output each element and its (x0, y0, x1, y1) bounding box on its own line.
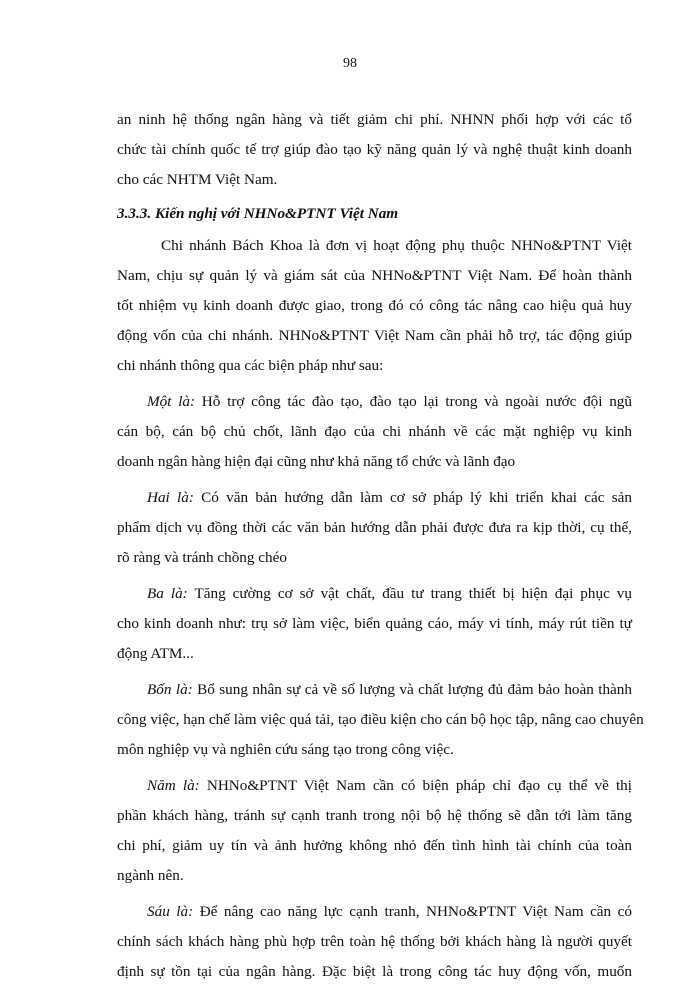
text-line: công việc, hạn chế làm việc quá tải, tạo điều kiện cho cán bộ học tập, nâng cao chuyên (117, 711, 644, 728)
text-line: chức tài chính quốc tế trợ giúp đào tạo kỹ năng quản lý và nghệ thuật kinh doanh (117, 141, 632, 158)
text-line: cho kinh doanh như: trụ sở làm việc, biển quảng cáo, máy vi tính, máy rút tiền tự (117, 615, 632, 632)
main-paragraph (117, 231, 632, 381)
item-first-text: Bổ sung nhân sự cả về số lượng và chất lượng đủ đảm bảo hoàn thành (192, 681, 632, 698)
item-lead: Sáu là: (147, 903, 194, 920)
text-line: động vốn của chi nhánh. NHNo&PTNT Việt Nam cần phải hỗ trợ, tác động giúp (117, 327, 632, 344)
page-content (117, 105, 644, 987)
text-line: ngành nên. (117, 867, 184, 884)
text-line (117, 675, 632, 705)
text-line: Chi nhánh Bách Khoa là đơn vị hoạt động phụ thuộc NHNo&PTNT Việt (161, 237, 632, 254)
text-line: cho các NHTM Việt Nam. (117, 171, 278, 188)
text-line: môn nghiệp vụ và nghiên cứu sáng tạo trong công việc. (117, 741, 454, 758)
item-lead: Ba là: (147, 585, 188, 602)
text-line: Nam, chịu sự quản lý và giám sát của NHNo&PTNT Việt Nam. Để hoàn thành (117, 267, 632, 284)
item-first-text: Hỗ trợ công tác đào tạo, đào tạo lại trong và ngoài nước đội ngũ (195, 393, 632, 410)
text-line: cán bộ, cán bộ chủ chốt, lãnh đạo của chi nhánh về các mặt nghiệp vụ kinh (117, 423, 632, 440)
list-item (117, 387, 632, 477)
item-lead: Bốn là: (147, 681, 193, 698)
list-item (117, 675, 644, 765)
text-line: phần khách hàng, tránh sự cạnh tranh trong nội bộ hệ thống sẽ dẫn tới làm tăng (117, 807, 632, 824)
text-line: chi nhánh thông qua các biện pháp như sau: (117, 357, 384, 374)
text-line: định sự tồn tại của ngân hàng. Đặc biệt là trong công tác huy động vốn, muốn (117, 963, 632, 980)
item-lead: Hai là: (147, 489, 194, 506)
intro-paragraph (117, 105, 632, 195)
text-line (117, 579, 632, 609)
text-line (117, 771, 632, 801)
text-line: chi phí, giảm uy tín và ảnh hưởng không nhỏ đến tình hình tài chính của toàn (117, 837, 632, 854)
list-item (117, 483, 632, 573)
text-line (117, 897, 632, 927)
list-item (117, 579, 632, 669)
item-first-text: Để nâng cao năng lực cạnh tranh, NHNo&PTNT Việt Nam cần có (193, 903, 632, 920)
item-first-text: Tăng cường cơ sở vật chất, đầu tư trang thiết bị hiện đại phục vụ (187, 585, 632, 602)
text-line: rõ ràng và tránh chồng chéo (117, 549, 287, 566)
item-first-text: Có văn bản hướng dẫn làm cơ sở pháp lý khi triển khai các sản (193, 489, 633, 506)
page-number: 98 (343, 56, 357, 71)
text-line (117, 483, 632, 513)
item-lead: Năm là: (147, 777, 200, 794)
text-line (117, 387, 632, 417)
text-line: phẩm dịch vụ đồng thời các văn bản hướng dẫn phải được đưa ra kịp thời, cụ thể, (117, 519, 632, 536)
list-item (117, 897, 632, 987)
text-line: an ninh hệ thống ngân hàng và tiết giảm chi phí. NHNN phối hợp với các tổ (117, 111, 632, 128)
section-heading: 3.3.3. Kiến nghị với NHNo&PTNT Việt Nam (117, 205, 399, 222)
text-line: tốt nhiệm vụ kinh doanh được giao, trong đó có công tác nâng cao hiệu quả huy (117, 297, 632, 314)
list-item (117, 771, 632, 891)
text-line: động ATM... (117, 645, 194, 662)
item-lead: Một là: (147, 393, 196, 410)
text-line: doanh ngân hàng hiện đại cũng như khả năng tổ chức và lãnh đạo (117, 453, 516, 470)
text-line: chính sách khách hàng phù hợp trên toàn hệ thống bởi khách hàng là người quyết (117, 933, 632, 950)
item-first-text: NHNo&PTNT Việt Nam cần có biện pháp chỉ đạo cụ thể về thị (199, 777, 632, 794)
